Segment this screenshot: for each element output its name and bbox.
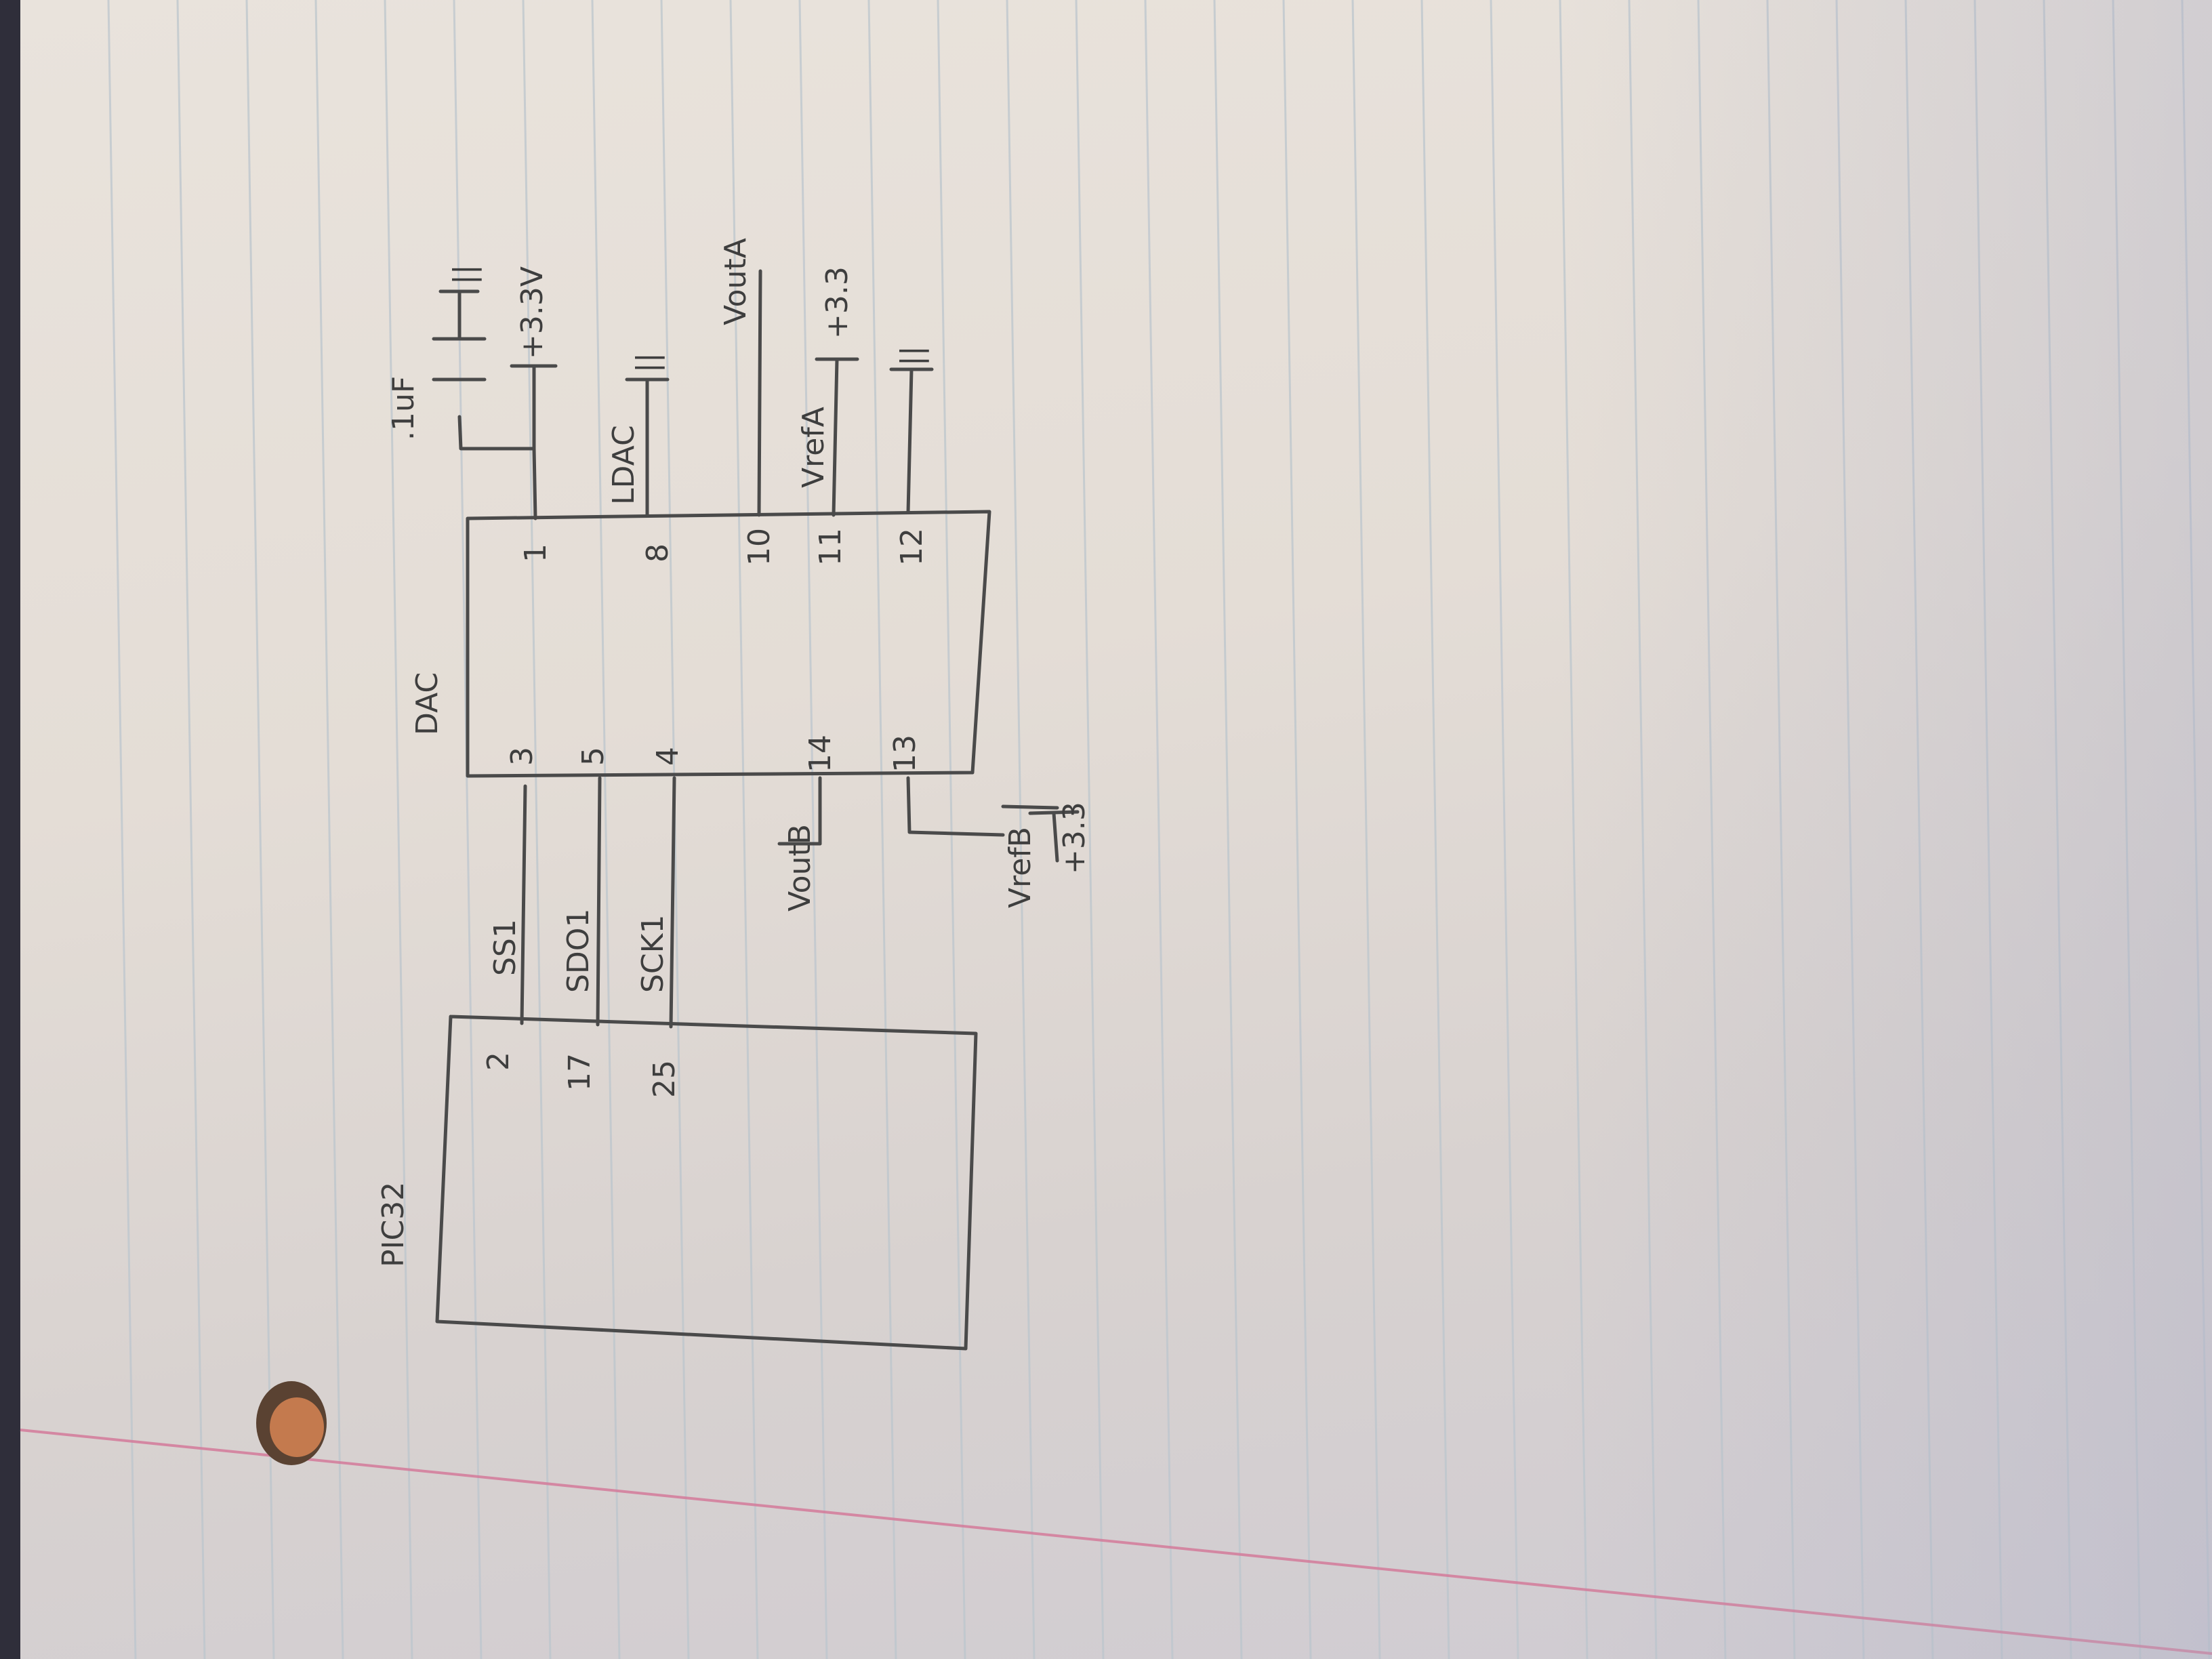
- pic32-pin-2: 2: [481, 1052, 516, 1071]
- ldac-label: LDAC: [607, 425, 641, 505]
- dac-pin-5: 5: [576, 747, 611, 766]
- supply-11-label: +3.3: [820, 266, 855, 339]
- cap-ground-symbol: ||: [447, 264, 482, 285]
- dac-label: DAC: [410, 672, 445, 735]
- pic32-pin-17: 17: [562, 1053, 597, 1091]
- vouta-label: VoutA: [718, 238, 753, 325]
- supply-13-label: +3.3: [1057, 802, 1092, 874]
- dac-pin-10: 10: [742, 528, 777, 566]
- wire-ss1: [522, 786, 525, 1023]
- ldac-ground-symbol: ||: [630, 352, 665, 373]
- vrefa-label: VrefA: [796, 407, 831, 488]
- wire-pin12: [908, 369, 912, 512]
- pic32-box: [437, 1017, 976, 1349]
- pin12-ground-symbol: ||: [895, 346, 929, 366]
- pic32-label: PIC32: [376, 1181, 411, 1267]
- dac-pin-8: 8: [640, 544, 675, 562]
- ss1-label: SS1: [488, 919, 523, 976]
- wire-vouta: [759, 271, 760, 515]
- dac-pin-3: 3: [505, 747, 539, 766]
- dac-pin-1: 1: [518, 544, 553, 562]
- dac-pin-11: 11: [813, 528, 848, 566]
- dac-pin-13: 13: [888, 735, 922, 773]
- wire-pin1: [459, 417, 535, 518]
- vrefb-underline: [1003, 806, 1057, 808]
- wire-sck1: [671, 778, 674, 1027]
- cap-value-label: .1uF: [386, 375, 421, 441]
- dac-pin-12: 12: [895, 528, 929, 566]
- dac-pin-4: 4: [651, 747, 685, 766]
- wire-vrefb: [908, 778, 1003, 835]
- wire-vrefa: [834, 359, 837, 515]
- voutb-label: VoutB: [783, 824, 817, 912]
- supply-1-label: +3.3V: [515, 266, 550, 359]
- pic32-pin-25: 25: [647, 1060, 682, 1098]
- vrefb-label: VrefB: [1003, 827, 1038, 908]
- sdo1-label: SDO1: [561, 908, 596, 993]
- dac-pin-14: 14: [803, 735, 838, 773]
- sck1-label: SCK1: [636, 914, 670, 993]
- wire-sdo1: [598, 778, 600, 1025]
